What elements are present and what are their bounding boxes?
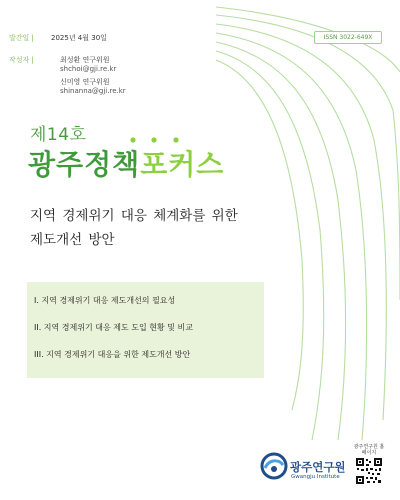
toc-item-2[interactable]: II. 지역 경제위기 대응 제도 도입 현황 및 비교 — [34, 323, 193, 332]
issue-number: 제14호 — [30, 125, 87, 145]
issn-badge: ISSN 3022-649X — [314, 31, 382, 44]
qr-caption: 광주연구원 홈페이지 — [353, 444, 385, 456]
brand-part-2: 포커스 — [140, 148, 225, 181]
institute-name-english: Gwangju Institute — [291, 474, 340, 480]
author-email[interactable]: shchoi@gji.re.kr — [60, 64, 117, 73]
published-label: 발간일 | — [9, 34, 34, 42]
author-name: 최성환 연구위원 — [60, 56, 110, 64]
author-email[interactable]: shinanna@gji.re.kr — [60, 86, 126, 95]
table-of-contents — [27, 282, 264, 378]
series-brand-title — [28, 143, 224, 183]
report-title — [30, 204, 238, 252]
title-line-2: 제도개선 방안 — [30, 232, 115, 248]
brand-part-1: 광주정책 — [28, 148, 141, 181]
authors-label: 작성자 | — [9, 56, 34, 64]
toc-item-3[interactable]: III. 지역 경제위기 대응을 위한 제도개선 방안 — [34, 350, 191, 359]
toc-item-1[interactable]: I. 지역 경제위기 대응 제도개선의 필요성 — [34, 296, 176, 305]
published-date: 2025년 4월 30일 — [51, 34, 107, 42]
title-line-1: 지역 경제위기 대응 체계화를 위한 — [30, 208, 238, 224]
institute-logo-icon — [259, 451, 289, 481]
author-name: 신미영 연구위원 — [60, 78, 110, 86]
institute-name: 광주연구원 — [290, 460, 346, 474]
qr-code-icon[interactable] — [356, 458, 382, 484]
